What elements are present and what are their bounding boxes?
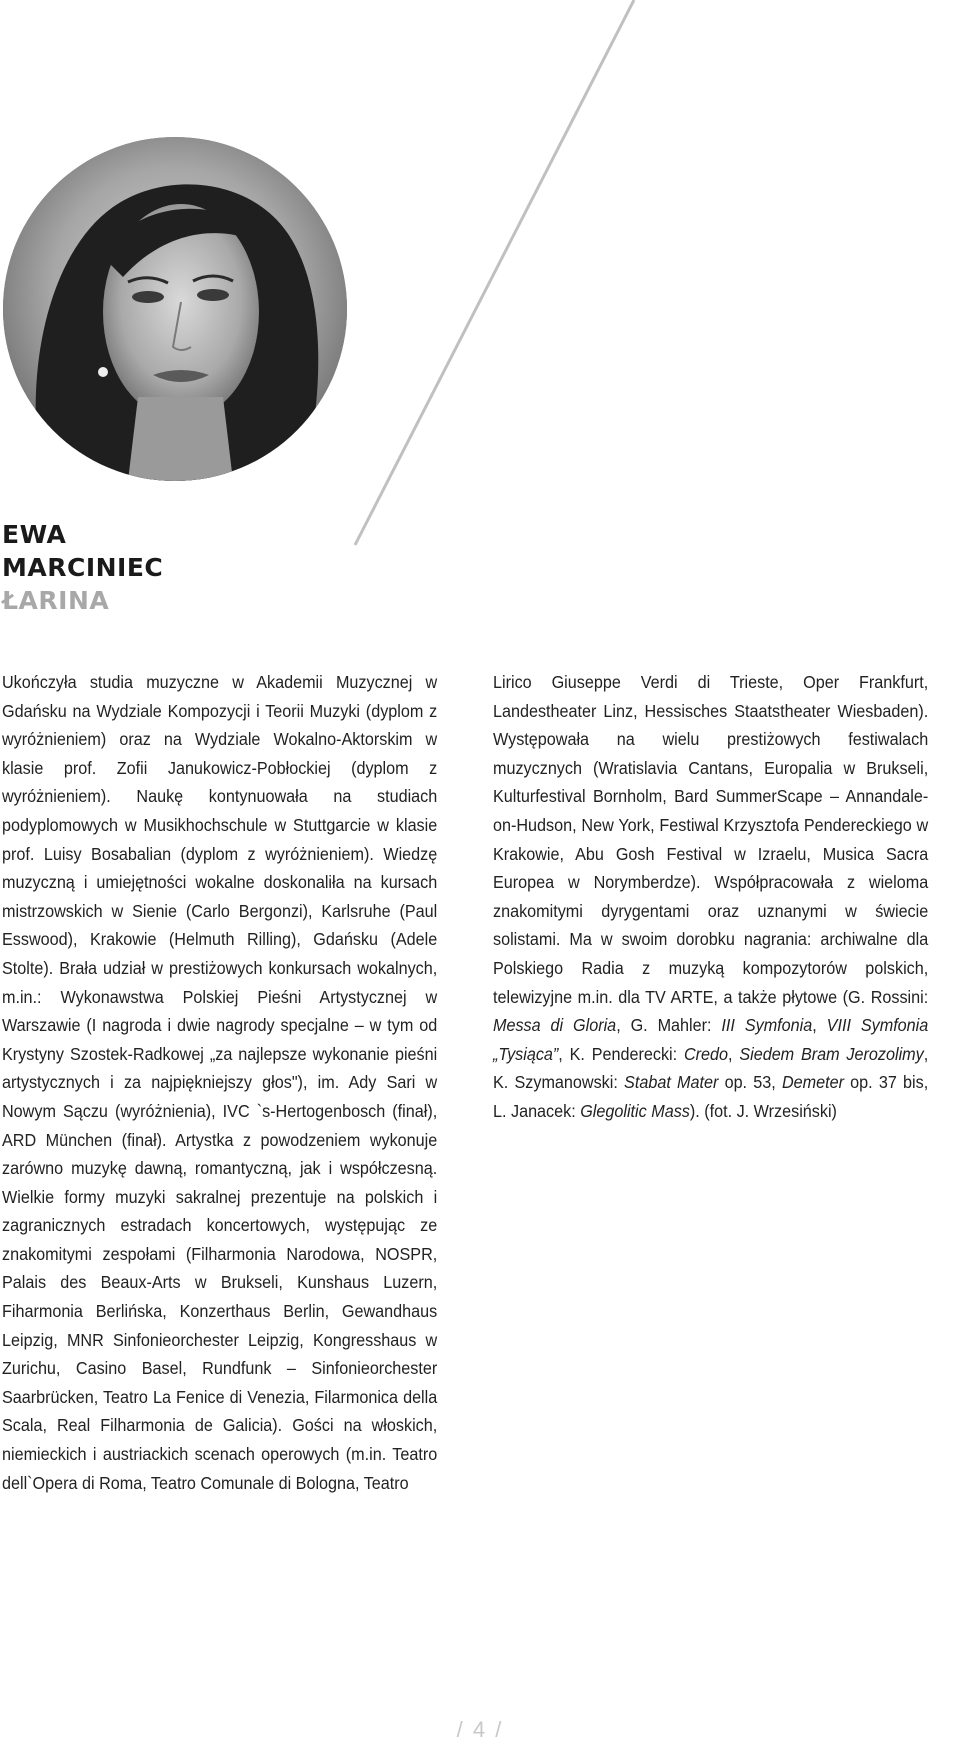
- work-title: Messa di Gloria: [493, 1015, 617, 1036]
- bio-text: , K. Penderecki:: [558, 1043, 684, 1064]
- bio-left-column: [2, 668, 437, 1497]
- bio-text: , K. Szymanowski:: [493, 1043, 929, 1093]
- bio-right-column: [493, 668, 928, 1126]
- first-name: EWA: [2, 520, 67, 549]
- work-title: VIII Symfonia „Tysiąca”: [493, 1015, 929, 1064]
- bio-text: ,: [812, 1015, 827, 1036]
- work-title: Credo: [683, 1043, 728, 1064]
- page-number: / 4 /: [456, 1717, 504, 1742]
- bio-right-intro: Lirico Giuseppe Verdi di Trieste, Oper Frankfurt, Landestheater Linz, Hessisches Staatstheater Wiesbaden). Występowała na wielu prestiżowych festiwalach muzycznych (Wratislavia Cantans, Europalia w Brukseli, Kulturfestival Bornholm, Bard SummerScape – Annandale-on-Hudson, New York, Festiwal Krzysztofa Pendereckiego w Krakowie, Abu Gosh Festival w Izraelu, Musica Sacra Europea w Norymberdze). Współpracowała z wieloma znakomitymi dyrygentami oraz uznanymi w świecie solistami. Ma w swoim dorobku nagrania: archiwalne dla Polskiego Radia z muzyką kompozytorów polskich, telewizyjne m.in. dla TV ARTE, a także płytowe (G. Rossini:: [493, 672, 929, 1007]
- work-title: III Symfonia: [721, 1015, 813, 1036]
- work-title: Glegolitic Mass: [580, 1100, 690, 1121]
- work-title: Siedem Bram Jerozolimy: [739, 1043, 924, 1064]
- work-title: Demeter: [781, 1072, 844, 1093]
- bio-paragraph-left: Ukończyła studia muzyczne w Akademii Muzycznej w Gdańsku na Wydziale Kompozycji i Teorii Muzyki (dyplom z wyróżnieniem) oraz na Wydziale Wokalno-Aktorskim w klasie prof. Zofii Janukowicz-Pobłockiej (dyplom z wyróżnieniem). Naukę kontynuowała na studiach podyplomowych w Musikhochschule w Stuttgarcie w klasie prof. Luisy Bosabalian (dyplom z wyróżnieniem). Wiedzę muzyczną i umiejętności wokalne doskonaliła na kursach mistrzowskich w Sienie (Carlo Bergonzi), Karlsruhe (Paul Esswood), Krakowie (Helmuth Rilling), Gdańsku (Adele Stolte). Brała udział w prestiżowych konkursach wokalnych, m.in.: Wykonawstwa Polskiej Pieśni Artystycznej w Warszawie (I nagroda i dwie nagrody specjalne – w tym od Krystyny Szostek-Radkowej „za najlepsze wykonanie pieśni artystycznych i za najpiękniejszy głos"), im. Ady Sari w Nowym Sączu (wyróżnienia), IVC `s-Hertogenbosch (finał), ARD München (finał). Artystka z powodzeniem wykonuje zarówno muzykę dawną, romantyczną, jak i współczesną. Wielkie formy muzyki sakralnej prezentuje na polskich i zagranicznych estradach koncertowych, występując ze znakomitymi zespołami (Filharmonia Narodowa, NOSPR, Palais des Beaux-Arts w Brukseli, Kunshaus Luzern, Fiharmonia Berlińska, Konzerthaus Berlin, Gewandhaus Leipzig, MNR Sinfonieorchester Leipzig, Kongresshaus w Zurichu, Casino Basel, Rundfunk – Sinfonieorchester Saarbrücken, Teatro La Fenice di Venezia, Filarmonica della Scala, Real Filharmonia de Galicia). Gości na włoskich, niemieckich i austriackich scenach operowych (m.in. Teatro dell`Opera di Roma, Teatro Comunale di Bologna, Teatro: [2, 672, 438, 1493]
- last-name: MARCINIEC: [2, 553, 164, 582]
- work-title: Stabat Mater: [624, 1072, 719, 1093]
- bio-text: ). (fot. J. Wrzesiński): [689, 1100, 837, 1121]
- role-name: ŁARINA: [2, 586, 110, 615]
- bio-text: op. 53,: [718, 1072, 782, 1093]
- bio-text: , G. Mahler:: [616, 1015, 722, 1036]
- bio-text: op. 37 bis, L. Janacek:: [493, 1072, 929, 1121]
- bio-paragraph-right: [493, 668, 928, 1126]
- bio-text: ,: [727, 1043, 740, 1064]
- portrait-photo: [3, 137, 347, 481]
- person-name-block: [2, 518, 163, 617]
